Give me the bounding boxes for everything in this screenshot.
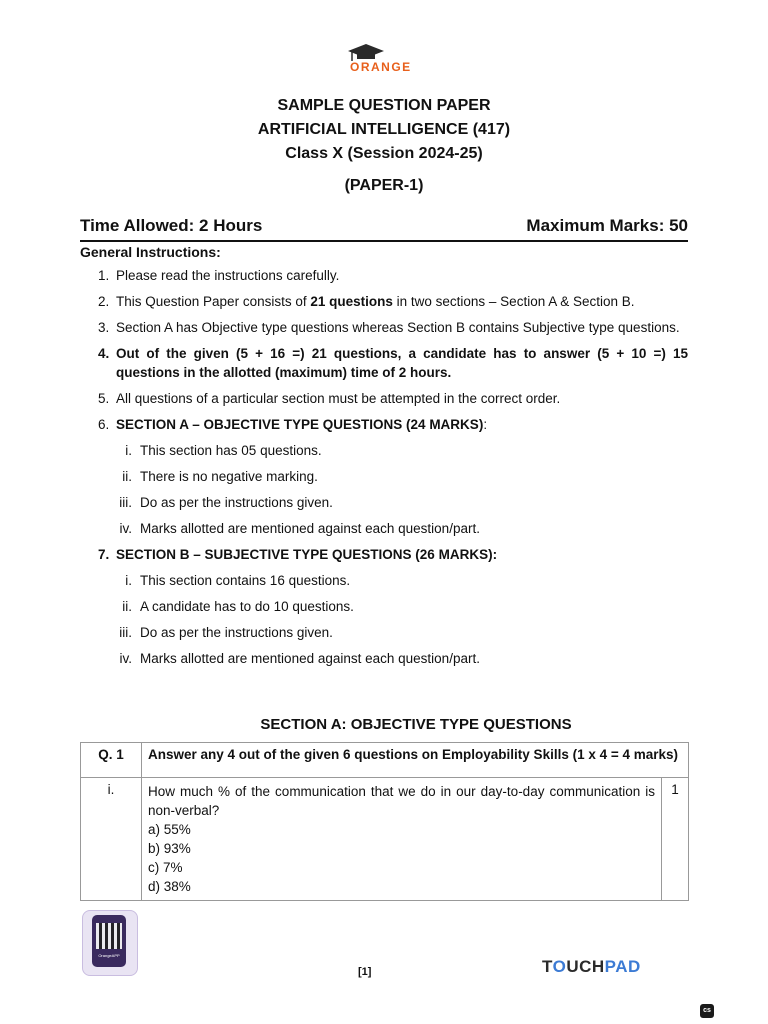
paper-subject: ARTIFICIAL INTELLIGENCE (417) (257, 121, 511, 138)
question-heading: Answer any 4 out of the given 6 questions on Employability Skills (1 x 4 = 4 marks) (142, 743, 689, 778)
sub-instruction-text: Do as per the instructions given. (140, 495, 333, 510)
brand-name: ORANGE (350, 60, 412, 74)
instruction-colon: : (483, 417, 488, 432)
instruction-number: 3. (98, 320, 110, 335)
touchpad-logo-part: UCH (566, 957, 605, 976)
instruction-number: 5. (98, 391, 110, 406)
sub-instruction (80, 441, 688, 460)
roman-numeral: iv. (119, 521, 132, 536)
sub-instruction (80, 623, 688, 642)
instruction-item (80, 318, 688, 337)
orange-logo (336, 42, 436, 78)
instruction-text: Out of the given (5 + 16 =) 21 questions, a candidate has to answer (5 + 10 =) 15 questions in the allotted (maximum) time of 2 hours. (116, 346, 688, 380)
camscanner-badge-icon: cs (700, 1004, 714, 1018)
option-b: b) 93% (148, 841, 191, 856)
instruction-item (80, 266, 688, 285)
section-a-instruction: SECTION A – OBJECTIVE TYPE QUESTIONS (24 MARKS) (116, 417, 484, 432)
sub-instruction (80, 493, 688, 512)
roman-numeral: ii. (122, 469, 132, 484)
app-label: OrangeAPP (98, 953, 120, 958)
instruction-emphasis: 21 questions (310, 294, 393, 309)
time-allowed: Time Allowed: 2 Hours (80, 216, 263, 235)
instruction-number: 4. (98, 346, 110, 361)
question-row (81, 778, 689, 901)
sub-instruction-text: This section has 05 questions. (140, 443, 322, 458)
section-a-heading: SECTION A: OBJECTIVE TYPE QUESTIONS (260, 716, 572, 733)
instruction-item (80, 545, 688, 564)
instructions-heading: General Instructions: (80, 244, 221, 260)
option-c: c) 7% (148, 860, 183, 875)
question-body (142, 778, 662, 901)
instruction-item (80, 292, 688, 311)
sub-instruction (80, 519, 688, 538)
roman-numeral: iii. (119, 495, 132, 510)
roman-numeral: i. (125, 573, 132, 588)
sub-instruction (80, 467, 688, 486)
touchpad-logo-part: O (552, 957, 567, 976)
roman-numeral: iv. (119, 651, 132, 666)
instruction-item (80, 344, 688, 382)
question-number: Q. 1 (81, 743, 142, 778)
sub-instruction-text: Do as per the instructions given. (140, 625, 333, 640)
page-number: [1] (358, 966, 372, 978)
roman-numeral: ii. (122, 599, 132, 614)
sub-instruction-text: There is no negative marking. (140, 469, 318, 484)
instruction-text: in two sections – Section A & Section B. (392, 294, 635, 309)
touchpad-logo-part: T (542, 957, 553, 976)
option-a: a) 55% (148, 822, 191, 837)
section-b-instruction: SECTION B – SUBJECTIVE TYPE QUESTIONS (26 MARKS): (116, 547, 498, 562)
instruction-number: 1. (98, 268, 110, 283)
sub-instruction (80, 571, 688, 590)
paper-number: (PAPER-1) (344, 177, 424, 194)
instruction-text: Please read the instructions carefully. (116, 268, 340, 283)
maximum-marks: Maximum Marks: 50 (526, 216, 688, 235)
qr-code-icon (96, 923, 122, 949)
roman-numeral: i. (125, 443, 132, 458)
paper-class-session: Class X (Session 2024-25) (285, 145, 483, 162)
instruction-number: 6. (98, 417, 110, 432)
orange-app-qr-badge[interactable] (82, 910, 138, 976)
instruction-item (80, 415, 688, 434)
instruction-text: All questions of a particular section must be attempted in the correct order. (116, 391, 561, 406)
sub-question-number: i. (81, 778, 142, 901)
phone-screen (92, 915, 126, 967)
sub-instruction-text: A candidate has to do 10 questions. (140, 599, 354, 614)
roman-numeral: iii. (119, 625, 132, 640)
instructions-list (80, 266, 688, 675)
sub-instruction (80, 597, 688, 616)
instruction-text: Section A has Objective type questions whereas Section B contains Subjective type questions. (116, 320, 680, 335)
question-table (80, 742, 689, 901)
paper-title: SAMPLE QUESTION PAPER (277, 97, 491, 114)
paper-titles (0, 94, 768, 198)
option-d: d) 38% (148, 879, 191, 894)
touchpad-logo (542, 957, 641, 977)
instruction-item (80, 389, 688, 408)
question-text: How much % of the communication that we do in our day-to-day communication is non-verbal? (148, 784, 655, 818)
sub-instruction (80, 649, 688, 668)
exam-meta (80, 216, 688, 242)
sub-instruction-text: Marks allotted are mentioned against each question/part. (140, 521, 480, 536)
touchpad-logo-part: PAD (604, 957, 641, 976)
sub-instruction-text: This section contains 16 questions. (140, 573, 351, 588)
instruction-number: 2. (98, 294, 110, 309)
instruction-text: This Question Paper consists of (116, 294, 311, 309)
question-header-row (81, 743, 689, 778)
instruction-number: 7. (98, 547, 110, 562)
question-marks: 1 (662, 778, 689, 901)
sub-instruction-text: Marks allotted are mentioned against each question/part. (140, 651, 480, 666)
